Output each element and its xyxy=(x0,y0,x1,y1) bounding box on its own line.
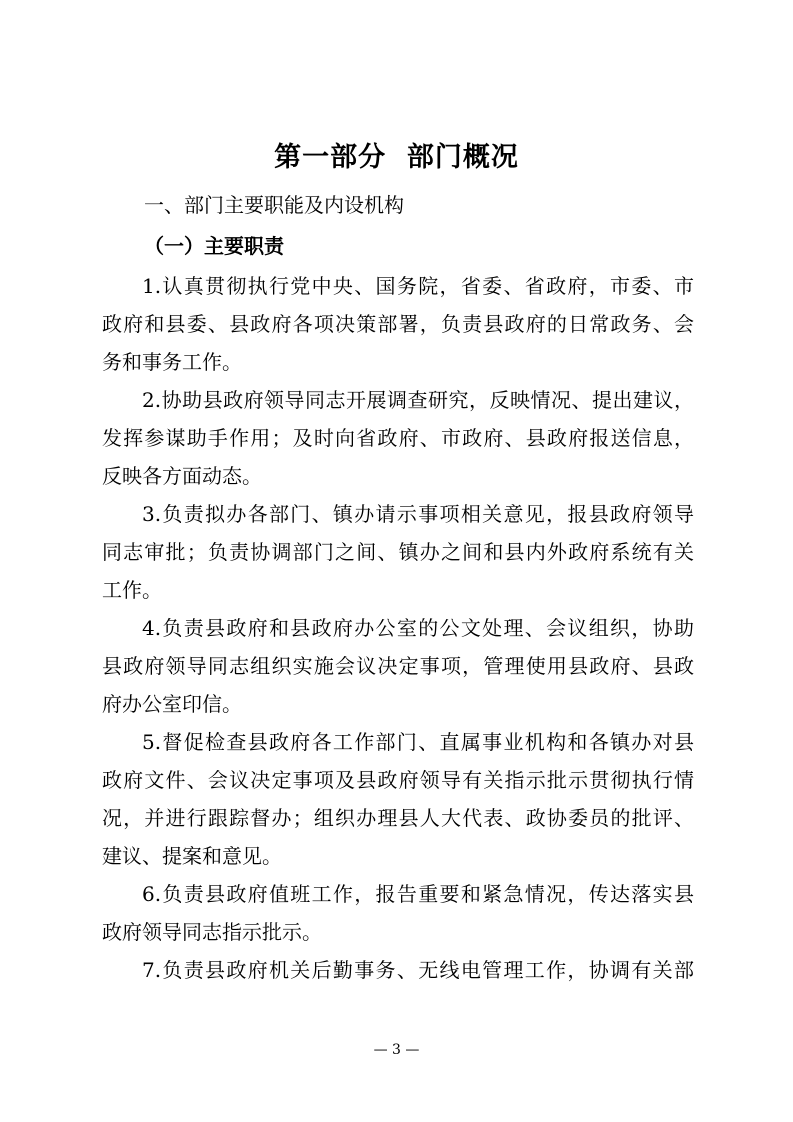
paragraph-line: 政府文件、会议决定事项及县政府领导有关指示批示贯彻执行情 xyxy=(102,768,694,792)
paragraph xyxy=(102,381,694,495)
paragraph-line: 政府和县委、县政府各项决策部署，负责县政府的日常政务、会 xyxy=(102,312,694,336)
paragraph-line: 5.督促检查县政府各工作部门、直属事业机构和各镇办对县 xyxy=(142,730,694,754)
paragraph-line: 工作。 xyxy=(102,578,162,602)
paragraph xyxy=(102,875,694,951)
paragraph-line: 2.协助县政府领导同志开展调查研究，反映情况、提出建议， xyxy=(142,388,694,412)
paragraph-line: 县政府领导同志组织实施会议决定事项，管理使用县政府、县政 xyxy=(102,654,694,678)
paragraph-line: 建议、提案和意见。 xyxy=(102,844,282,868)
paragraph xyxy=(102,951,694,989)
subsection-heading: （一）主要职责 xyxy=(144,234,284,258)
paragraph xyxy=(102,723,694,875)
paragraph-line: 6.负责县政府值班工作，报告重要和紧急情况，传达落实县 xyxy=(142,882,694,906)
paragraph-line: 政府领导同志指示批示。 xyxy=(102,920,322,944)
paragraph-line: 同志审批；负责协调部门之间、镇办之间和县内外政府系统有关 xyxy=(102,540,694,564)
paragraph xyxy=(102,495,694,609)
paragraph xyxy=(102,609,694,723)
paragraph-line: 1.认真贯彻执行党中央、国务院，省委、省政府，市委、市 xyxy=(142,274,694,298)
page-title: 第一部分 部门概况 xyxy=(274,142,519,173)
section-heading: 一、部门主要职能及内设机构 xyxy=(144,193,404,217)
paragraph-line: 发挥参谋助手作用；及时向省政府、市政府、县政府报送信息， xyxy=(102,426,694,450)
body-text xyxy=(102,267,694,989)
paragraph-line: 府办公室印信。 xyxy=(102,692,242,716)
paragraph xyxy=(102,267,694,381)
paragraph-line: 反映各方面动态。 xyxy=(102,464,262,488)
paragraph-line: 况，并进行跟踪督办；组织办理县人大代表、政协委员的批评、 xyxy=(102,806,694,830)
page-number: — 3 — xyxy=(373,1042,420,1058)
paragraph-line: 务和事务工作。 xyxy=(102,350,242,374)
paragraph-line: 7.负责县政府机关后勤事务、无线电管理工作，协调有关部 xyxy=(142,958,694,982)
paragraph-line: 3.负责拟办各部门、镇办请示事项相关意见，报县政府领导 xyxy=(142,502,694,526)
paragraph-line: 4.负责县政府和县政府办公室的公文处理、会议组织，协助 xyxy=(142,616,694,640)
